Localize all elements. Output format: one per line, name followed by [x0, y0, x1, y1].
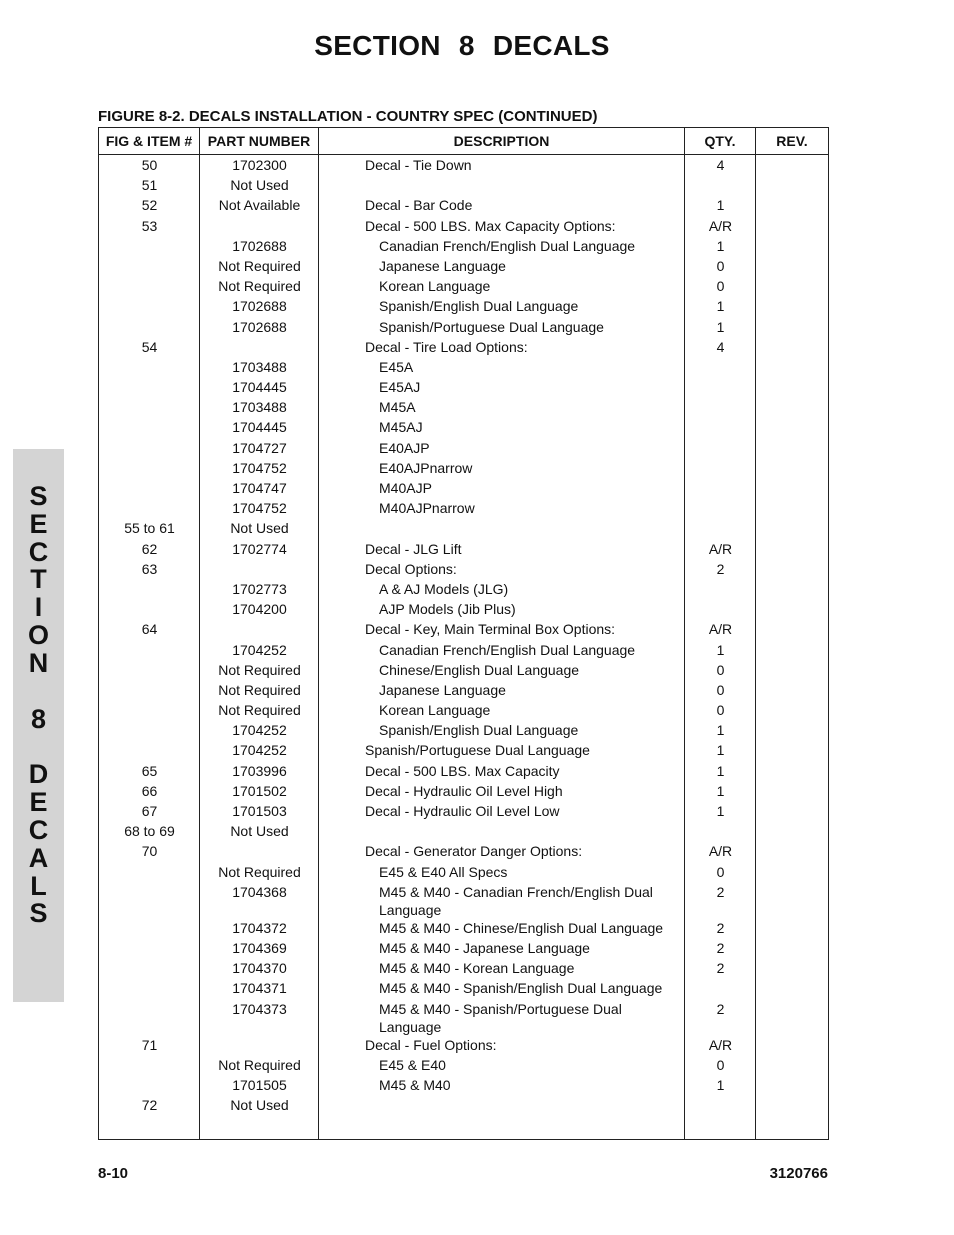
qty-cell: 1: [716, 1076, 725, 1093]
side-tab-letter: S: [29, 481, 48, 511]
table-row: [99, 237, 828, 257]
description-cell: Decal - Hydraulic Oil Level High: [365, 782, 563, 799]
part-number-cell: 1704752: [232, 500, 287, 517]
description-cell: AJP Models (Jib Plus): [379, 601, 516, 618]
qty-cell: [685, 358, 756, 378]
qty-cell: 1: [716, 237, 725, 254]
description-cell: M45 & M40 - Chinese/English Dual Language: [379, 919, 664, 936]
part-number-cell: Not Required: [218, 278, 301, 295]
side-tab-letter: C: [28, 814, 49, 845]
description-cell: Chinese/English Dual Language: [379, 661, 580, 678]
qty-cell: 1: [716, 803, 725, 819]
qty-cell: 1: [716, 318, 725, 335]
description-cell: Decal - Hydraulic Oil Level Low: [365, 803, 560, 819]
part-number-cell: 1704369: [232, 939, 287, 956]
description-cell: M45 & M40 - Canadian French/English Dual Language: [379, 883, 653, 918]
part-number-cell: 1703996: [232, 762, 287, 779]
table-row: [99, 318, 828, 338]
part-number-cell: Not Used: [230, 520, 289, 537]
table-row: [99, 701, 828, 721]
qty-cell: [685, 378, 756, 398]
qty-cell: 0: [716, 702, 725, 719]
side-tab-gap: [13, 733, 64, 761]
part-number-cell: 1704200: [232, 601, 287, 618]
side-tab-letter: A: [28, 842, 49, 873]
table-row: [99, 842, 828, 862]
part-number-cell: 1704252: [232, 722, 287, 739]
description-cell: Spanish/Portuguese Dual Language: [379, 318, 604, 335]
qty-cell: 4: [716, 338, 725, 355]
part-number-cell: [200, 338, 319, 358]
fig-item-cell: [99, 741, 200, 761]
part-number-cell: 1702773: [232, 580, 287, 597]
side-tab-letter: I: [34, 592, 43, 623]
table-row: [99, 1056, 828, 1076]
qty-cell: [685, 439, 756, 459]
fig-item-cell: [99, 1000, 200, 1036]
table-row: [99, 782, 828, 802]
part-number-cell: 1701505: [232, 1076, 287, 1093]
qty-cell: 1: [716, 197, 725, 214]
qty-cell: [685, 822, 756, 842]
table-row: [99, 939, 828, 959]
description-cell: Decal - JLG Lift: [365, 540, 462, 557]
table-row: [99, 156, 828, 176]
fig-item-cell: [99, 277, 200, 297]
description-cell: [319, 519, 685, 539]
qty-cell: A/R: [708, 621, 733, 638]
part-number-cell: 1704445: [232, 419, 287, 436]
description-cell: A & AJ Models (JLG): [379, 580, 509, 597]
part-number-cell: 1703488: [232, 358, 287, 375]
description-cell: Spanish/English Dual Language: [379, 722, 579, 739]
fig-item-cell: [99, 1076, 200, 1096]
qty-cell: [685, 479, 756, 499]
description-cell: Canadian French/English Dual Language: [379, 237, 636, 254]
table-row: [99, 661, 828, 681]
table-row: [99, 217, 828, 237]
qty-cell: 2: [716, 939, 725, 956]
qty-cell: [685, 499, 756, 519]
description-cell: M45 & M40 - Spanish/English Dual Language: [379, 980, 663, 997]
side-tab-letter: D: [28, 759, 49, 790]
qty-cell: 1: [716, 782, 725, 799]
qty-cell: 1: [716, 742, 725, 759]
part-number-cell: [200, 560, 319, 580]
side-tab-letter: L: [30, 870, 47, 901]
description-cell: [319, 1096, 685, 1116]
part-number-cell: Not Required: [218, 661, 301, 678]
fig-item-cell: [99, 499, 200, 519]
description-cell: E40AJPnarrow: [379, 459, 473, 476]
qty-cell: [685, 398, 756, 418]
fig-item-cell: [99, 883, 200, 919]
qty-cell: A/R: [708, 217, 733, 234]
header-part-number: PART NUMBER: [207, 133, 311, 149]
fig-item-cell: [99, 479, 200, 499]
table-row: [99, 681, 828, 701]
fig-item-cell: 64: [141, 621, 158, 638]
fig-item-cell: [99, 418, 200, 438]
description-cell: Decal - Generator Danger Options:: [365, 843, 583, 860]
table-row: [99, 519, 828, 539]
table-row: [99, 257, 828, 277]
table-row: [99, 883, 828, 919]
qty-cell: A/R: [708, 843, 733, 860]
qty-cell: 0: [716, 681, 725, 698]
table-row: [99, 580, 828, 600]
qty-cell: 4: [716, 157, 725, 173]
fig-item-cell: 50: [141, 157, 158, 173]
part-number-cell: 1704752: [232, 459, 287, 476]
table-row: [99, 620, 828, 640]
side-tab-letter: C: [28, 536, 49, 567]
description-cell: Japanese Language: [379, 257, 506, 274]
description-cell: E45 & E40 All Specs: [379, 863, 508, 880]
description-cell: Decal Options:: [365, 560, 457, 577]
qty-cell: 0: [716, 863, 725, 880]
fig-item-cell: [99, 939, 200, 959]
fig-item-cell: [99, 378, 200, 398]
side-tab-letter: S: [29, 898, 48, 929]
side-tab-letter: T: [30, 564, 47, 595]
qty-cell: [685, 1096, 756, 1116]
fig-item-cell: [99, 318, 200, 338]
side-tab-letter: 8: [30, 703, 47, 734]
description-cell: E45A: [379, 358, 414, 375]
table-row: [99, 378, 828, 398]
fig-item-cell: [99, 1056, 200, 1076]
fig-item-cell: 70: [141, 843, 158, 860]
qty-cell: [685, 979, 756, 999]
part-number-cell: 1704252: [232, 641, 287, 658]
fig-item-cell: 63: [141, 560, 158, 577]
part-number-cell: 1701502: [232, 782, 287, 799]
qty-cell: 0: [716, 661, 725, 678]
description-cell: Spanish/Portuguese Dual Language: [365, 742, 590, 759]
header-qty: QTY.: [704, 133, 736, 149]
table-row: [99, 358, 828, 378]
part-number-cell: Not Required: [218, 702, 301, 719]
description-cell: M45 & M40 - Japanese Language: [379, 939, 590, 956]
table-row: [99, 919, 828, 939]
fig-item-cell: [99, 297, 200, 317]
description-cell: Canadian French/English Dual Language: [379, 641, 636, 658]
description-cell: Decal - Tie Down: [365, 157, 472, 173]
table-row: [99, 721, 828, 741]
part-number-cell: Not Used: [230, 1097, 289, 1114]
fig-item-cell: [99, 701, 200, 721]
description-cell: Decal - Fuel Options:: [365, 1036, 497, 1053]
qty-cell: 1: [716, 298, 725, 315]
parts-table: [98, 127, 829, 1140]
figure-title: FIGURE 8-2. DECALS INSTALLATION - COUNTRY SPEC (CONTINUED): [98, 108, 598, 125]
fig-item-cell: [99, 459, 200, 479]
qty-cell: [685, 459, 756, 479]
table-body: [99, 154, 828, 1116]
description-cell: [319, 176, 685, 196]
description-cell: Decal - Key, Main Terminal Box Options:: [365, 621, 616, 638]
description-cell: M40AJP: [379, 480, 432, 496]
table-row: [99, 398, 828, 418]
part-number-cell: 1704368: [232, 883, 287, 900]
part-number-cell: [200, 842, 319, 862]
qty-cell: 0: [716, 257, 725, 274]
table-row: [99, 338, 828, 358]
qty-cell: 2: [716, 960, 725, 977]
side-tab-gap: [13, 678, 64, 706]
table-row: [99, 979, 828, 999]
fig-item-cell: 62: [141, 540, 158, 557]
part-number-cell: 1704370: [232, 960, 287, 977]
table-row: [99, 741, 828, 761]
fig-item-cell: [99, 919, 200, 939]
description-cell: Japanese Language: [379, 681, 506, 698]
description-cell: Decal - Tire Load Options:: [365, 338, 528, 355]
description-cell: E45 & E40: [379, 1056, 446, 1073]
fig-item-cell: 68 to 69: [124, 823, 175, 840]
fig-item-cell: 55 to 61: [124, 520, 175, 537]
table-row: [99, 540, 828, 560]
fig-item-cell: [99, 681, 200, 701]
table-row: [99, 499, 828, 519]
table-row: [99, 600, 828, 620]
part-number-cell: 1704445: [232, 379, 287, 396]
qty-cell: A/R: [708, 1036, 733, 1053]
qty-cell: [685, 519, 756, 539]
qty-cell: 0: [716, 278, 725, 295]
fig-item-cell: [99, 398, 200, 418]
page-number: 8-10: [98, 1165, 129, 1182]
fig-item-cell: [99, 439, 200, 459]
description-cell: Spanish/English Dual Language: [379, 298, 579, 315]
fig-item-cell: [99, 237, 200, 257]
description-cell: [319, 822, 685, 842]
qty-cell: 2: [716, 1000, 725, 1017]
part-number-cell: [200, 1036, 319, 1056]
description-cell: E45AJ: [379, 379, 421, 396]
description-cell: Decal - 500 LBS. Max Capacity Options:: [365, 217, 616, 234]
fig-item-cell: [99, 661, 200, 681]
qty-cell: 1: [716, 762, 725, 779]
table-row: [99, 479, 828, 499]
table-row: [99, 439, 828, 459]
fig-item-cell: 67: [141, 803, 158, 819]
table-row: [99, 762, 828, 782]
fig-item-cell: 71: [141, 1036, 158, 1053]
qty-cell: A/R: [708, 540, 733, 557]
part-number-cell: Not Required: [218, 681, 301, 698]
description-cell: M45 & M40: [379, 1076, 451, 1093]
part-number-cell: Not Available: [218, 197, 301, 214]
fig-item-cell: [99, 959, 200, 979]
table-row: [99, 176, 828, 196]
part-number-cell: 1704252: [232, 742, 287, 759]
fig-item-cell: 66: [141, 782, 158, 799]
part-number-cell: 1704747: [232, 480, 287, 496]
description-cell: M45AJ: [379, 419, 423, 436]
side-tab-letter: E: [29, 787, 48, 818]
qty-cell: [685, 418, 756, 438]
part-number-cell: 1702688: [232, 318, 287, 335]
qty-cell: [685, 176, 756, 196]
fig-item-cell: [99, 863, 200, 883]
description-cell: Korean Language: [379, 702, 491, 719]
qty-cell: 2: [716, 560, 725, 577]
side-tab-letter: O: [27, 619, 49, 650]
part-number-cell: Not Required: [218, 1056, 301, 1073]
part-number-cell: 1704371: [232, 980, 287, 997]
table-row: [99, 1096, 828, 1116]
fig-item-cell: 72: [141, 1097, 158, 1114]
qty-cell: 1: [716, 641, 725, 658]
part-number-cell: 1704727: [232, 439, 287, 456]
table-row: [99, 297, 828, 317]
fig-item-cell: 54: [141, 338, 158, 355]
part-number-cell: 1702688: [232, 237, 287, 254]
part-number-cell: Not Used: [230, 177, 289, 194]
fig-item-cell: [99, 257, 200, 277]
table-row: [99, 459, 828, 479]
part-number-cell: [200, 217, 319, 237]
side-tab-letter: N: [28, 647, 49, 678]
part-number-cell: [200, 620, 319, 640]
part-number-cell: 1702688: [232, 298, 287, 315]
part-number-cell: Not Required: [218, 863, 301, 880]
qty-cell: 2: [716, 919, 725, 936]
fig-item-cell: [99, 641, 200, 661]
part-number-cell: 1702300: [232, 157, 287, 173]
qty-cell: [685, 580, 756, 600]
side-tab-letter: E: [29, 508, 48, 539]
table-row: [99, 863, 828, 883]
document-number: 3120766: [769, 1165, 828, 1182]
fig-item-cell: [99, 721, 200, 741]
qty-cell: 1: [716, 722, 725, 739]
fig-item-cell: 51: [141, 177, 158, 194]
fig-item-cell: 52: [141, 197, 158, 214]
table-row: [99, 1000, 828, 1036]
table-row: [99, 641, 828, 661]
table-row: [99, 196, 828, 216]
part-number-cell: 1703488: [232, 399, 287, 416]
fig-item-cell: 53: [141, 217, 158, 234]
qty-cell: 0: [716, 1056, 725, 1073]
description-cell: E40AJP: [379, 439, 430, 456]
table-row: [99, 277, 828, 297]
description-cell: Decal - Bar Code: [365, 197, 473, 214]
table-row: [99, 802, 828, 822]
part-number-cell: 1704373: [232, 1000, 287, 1017]
header-description: DESCRIPTION: [453, 133, 550, 149]
part-number-cell: 1701503: [232, 803, 287, 819]
qty-cell: 2: [716, 883, 725, 900]
description-cell: Korean Language: [379, 278, 491, 295]
description-cell: M45 & M40 - Korean Language: [379, 960, 575, 977]
fig-item-cell: [99, 580, 200, 600]
fig-item-cell: [99, 600, 200, 620]
part-number-cell: Not Used: [230, 823, 289, 840]
description-cell: Decal - 500 LBS. Max Capacity: [365, 762, 560, 779]
part-number-cell: 1704372: [232, 919, 287, 936]
table-row: [99, 560, 828, 580]
table-row: [99, 1076, 828, 1096]
fig-item-cell: [99, 979, 200, 999]
fig-item-cell: [99, 358, 200, 378]
header-rev: REV.: [776, 133, 808, 149]
description-cell: M45 & M40 - Spanish/Portuguese Dual Language: [379, 1000, 622, 1035]
part-number-cell: Not Required: [218, 257, 301, 274]
section-side-tab: [13, 449, 64, 1002]
table-row: [99, 959, 828, 979]
section-title: SECTION 8 DECALS: [314, 30, 610, 61]
table-row: [99, 1036, 828, 1056]
table-row: [99, 418, 828, 438]
description-cell: M45A: [379, 399, 416, 416]
table-row: [99, 822, 828, 842]
fig-item-cell: 65: [141, 762, 158, 779]
qty-cell: [685, 600, 756, 620]
part-number-cell: 1702774: [232, 540, 287, 557]
header-fig-item: FIG & ITEM #: [105, 133, 193, 149]
description-cell: M40AJPnarrow: [379, 500, 475, 517]
